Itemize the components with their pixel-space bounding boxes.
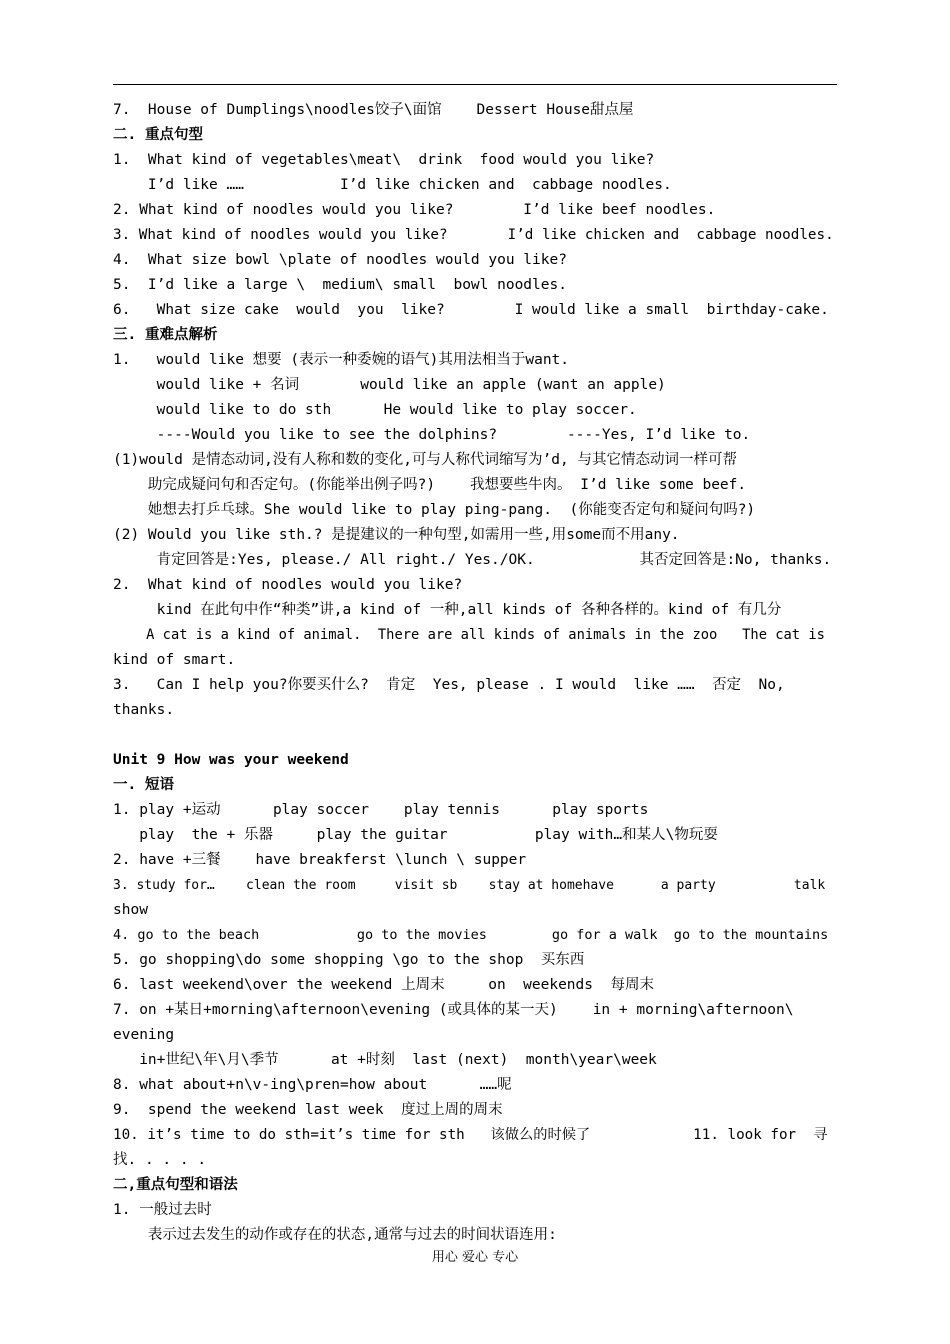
text-line: 6. last weekend\over the weekend 上周末 on weekends 每周末 — [113, 977, 654, 993]
text-line: I’d like …… I’d like chicken and cabbage noodles. — [113, 177, 672, 193]
text-line: 1. 一般过去时 — [113, 1202, 212, 1218]
text-line: 6. What size cake would you like? I would like a small birthday-cake. — [113, 302, 829, 318]
text-line: 肯定回答是:Yes, please./ All right./ Yes./OK. 其否定回答是:No, thanks. — [113, 552, 832, 568]
text-line: 她想去打乒乓球。She would like to play ping-pang. (你能变否定句和疑问句吗?) — [113, 502, 756, 518]
section-heading: 二. 重点句型 — [113, 127, 203, 143]
text-line: would like to do sth He would like to play soccer. — [113, 402, 637, 418]
blank-line — [113, 723, 837, 748]
text-line: 1. What kind of vegetables\meat\ drink food would you like? — [113, 152, 655, 168]
text-line: ----Would you like to see the dolphins? ----Yes, I’d like to. — [113, 427, 751, 443]
text-line: in+世纪\年\月\季节 at +时刻 last (next) month\year\week — [113, 1052, 657, 1068]
text-line: 5. go shopping\do some shopping \go to the shop 买东西 — [113, 952, 585, 968]
unit-title: Unit 9 How was your weekend — [113, 752, 349, 768]
text-line: 8. what about+n\v-ing\pren=how about ……呢 — [113, 1077, 512, 1093]
text-line: play the + 乐器 play the guitar play with…和某人\物玩耍 — [113, 827, 718, 843]
text-line: 3. Can I help you?你要买什么? 肯定 Yes, please . I would like …… 否定 No, — [113, 677, 785, 693]
text-line: 3. What kind of noodles would you like? I’d like chicken and cabbage noodles. — [113, 227, 834, 243]
text-line: 4. What size bowl \plate of noodles would you like? — [113, 252, 567, 268]
text-line: 4. go to the beach go to the movies go for a walk go to the mountains — [113, 927, 829, 943]
section-heading: 一. 短语 — [113, 777, 174, 793]
text-line: 10. it’s time to do sth=it’s time for sth 该做么的时候了 11. look for 寻 — [113, 1127, 828, 1143]
text-line: 1. would like 想要 (表示一种委婉的语气)其用法相当于want. — [113, 352, 570, 368]
text-line: A cat is a kind of animal. There are all kinds of animals in the zoo The cat is — [113, 627, 825, 643]
text-line: 7. House of Dumplings\noodles饺子\面馆 Dessert House甜点屋 — [113, 102, 634, 118]
text-line: kind of smart. — [113, 652, 236, 668]
text-line: 找. . . . . — [113, 1152, 207, 1168]
text-line: 表示过去发生的动作或存在的状态,通常与过去的时间状语连用: — [113, 1227, 557, 1243]
section-heading: 二,重点句型和语法 — [113, 1177, 238, 1193]
section-heading: 三. 重难点解析 — [113, 327, 218, 343]
text-line: 7. on +某日+morning\afternoon\evening (或具体的某一天) in + morning\afternoon\ — [113, 1002, 794, 1018]
text-line: (1)would 是情态动词,没有人称和数的变化,可与人称代词缩写为’d, 与其它情态动词一样可帮 — [113, 452, 737, 468]
text-line: 2. What kind of noodles would you like? — [113, 577, 463, 593]
text-line: 1. play +运动 play soccer play tennis play sports — [113, 802, 649, 818]
header-rule — [113, 84, 837, 85]
text-line: 9. spend the weekend last week 度过上周的周末 — [113, 1102, 503, 1118]
text-line: 3. study for… clean the room visit sb stay at homehave a party talk — [113, 878, 826, 893]
text-line: (2) Would you like sth.? 是提建议的一种句型,如需用一些,用some而不用any. — [113, 527, 680, 543]
text-line: show — [113, 902, 148, 918]
text-line: 2. have +三餐 have breakferst \lunch \ supper — [113, 852, 527, 868]
text-line: would like + 名词 would like an apple (want an apple) — [113, 377, 666, 393]
text-line: 2. What kind of noodles would you like? I’d like beef noodles. — [113, 202, 716, 218]
text-line: 5. I’d like a large \ medium\ small bowl noodles. — [113, 277, 567, 293]
text-line: evening — [113, 1027, 175, 1043]
text-line: thanks. — [113, 702, 175, 718]
page-footer: 用心 爱心 专心 — [431, 1250, 519, 1265]
text-line: 助完成疑问句和否定句。(你能举出例子吗?) 我想要些牛肉。 I’d like some beef. — [113, 477, 747, 493]
text-line: kind 在此句中作“种类”讲,a kind of 一种,all kinds of 各种各样的。kind of 有几分 — [113, 602, 782, 618]
